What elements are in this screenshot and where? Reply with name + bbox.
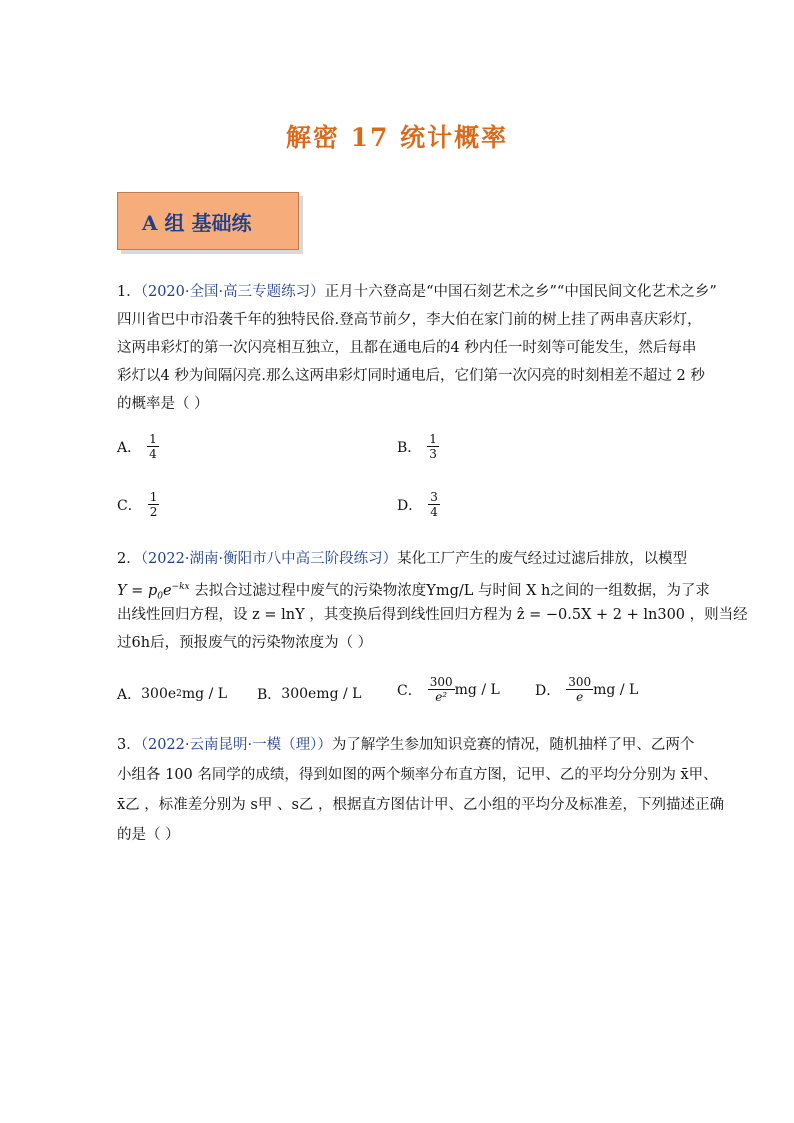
q1-line-4: 彩灯以4 秒为间隔闪亮.那么这两串彩灯同时通电后，它们第一次闪亮的时刻相差不超过 2 秒 (117, 368, 705, 384)
q1-option-d[interactable] (397, 490, 440, 519)
q2-line-3: 出线性回归方程，设 z = lnY ，其变换后得到线性回归方程为 ẑ = −0.5X + 2 + ln300 ，则当经 (117, 607, 748, 623)
q2-model-e: e (162, 582, 172, 599)
q1-option-b-fraction (427, 432, 439, 461)
q1-number: 1． (117, 284, 141, 300)
q2-line-1 (117, 550, 687, 568)
q1-option-c-fraction (148, 490, 160, 519)
q1-option-a-fraction (147, 432, 159, 461)
fraction-numerator: 3 (430, 490, 438, 504)
group-a-heading: A 组 基础练 (117, 192, 299, 250)
q3-line-3: x̄乙 ，标准差分别为 s甲 、s乙 ，根据直方图估计甲、乙小组的平均分及标准差，下列描述正确 (117, 797, 724, 813)
fraction-denominator: 2 (149, 505, 158, 519)
fraction-denominator: e (576, 690, 584, 704)
q2-text-2: 去拟合过滤过程中废气的污染物浓度Ymg/L 与时间 X h之间的一组数据，为了求 (194, 582, 710, 599)
q2-source: （2022·湖南·衡阳市八中高三阶段练习） (140, 551, 398, 567)
q3-source: （2022·云南昆明·一模（理）） (140, 737, 332, 753)
fraction-numerator: 1 (149, 432, 157, 446)
q2-option-a-unit: mg / L (181, 686, 228, 702)
q1-line-3: 这两串彩灯的第一次闪亮相互独立，且都在通电后的4 秒内任一时刻等可能发生，然后每串 (117, 340, 697, 356)
q2-option-b-value: 300emg / L (281, 686, 362, 702)
q2-line-4: 过6h后，预报废气的污染物浓度为（ ） (117, 635, 373, 651)
q1-option-d-fraction (428, 490, 440, 519)
q1-option-b-label: B． (397, 439, 422, 456)
q2-option-d-fraction (566, 675, 593, 704)
q2-model-lhs: Y = p (117, 582, 158, 599)
q1-text-1: 正月十六登高是“中国石刻艺术之乡”“中国民间文化艺术之乡” (324, 284, 717, 300)
q2-number: 2． (117, 551, 141, 567)
fraction-denominator: 4 (149, 447, 157, 461)
q2-option-d-unit: mg / L (593, 681, 639, 698)
q2-option-b-label: B． (257, 687, 282, 703)
q2-option-c-fraction (428, 675, 455, 704)
q2-option-c-unit: mg / L (454, 681, 500, 698)
q3-text-1: 为了解学生参加知识竞赛的情况，随机抽样了甲、乙两个 (331, 737, 695, 753)
q1-line-1 (117, 283, 717, 301)
q1-option-d-label: D． (397, 497, 423, 514)
q2-model-subscript: 0 (157, 591, 163, 602)
fraction-numerator: 300 (568, 675, 592, 689)
q1-option-c-label: C． (117, 497, 142, 514)
q3-line-2: 小组各 100 名同学的成绩，得到如图的两个频率分布直方图，记甲、乙的平均分分别为 x̄甲、 (117, 767, 718, 783)
q2-option-d[interactable] (535, 675, 638, 704)
q2-option-a-exponent: 2 (176, 689, 182, 699)
q2-model-exponent: −kx (171, 582, 190, 592)
q1-line-5: 的概率是（ ） (117, 396, 209, 412)
fraction-denominator: 4 (430, 505, 438, 519)
fraction-denominator: e² (435, 690, 448, 704)
q2-line-2 (117, 578, 710, 606)
fraction-numerator: 1 (149, 490, 158, 504)
q2-option-c-label: C． (397, 682, 422, 699)
q2-option-d-label: D． (535, 682, 561, 699)
q3-line-1 (117, 736, 694, 754)
page-title: 解密 17 统计概率 (285, 123, 509, 152)
q2-option-a-label: A． (117, 687, 142, 703)
q2-option-c[interactable] (397, 675, 500, 704)
q1-source: （2020·全国·高三专题练习） (140, 284, 325, 300)
q3-line-4: 的是（ ） (117, 827, 180, 843)
fraction-denominator: 3 (429, 447, 437, 461)
q1-option-a[interactable] (117, 432, 159, 461)
fraction-numerator: 300 (429, 675, 453, 689)
q1-option-b[interactable] (397, 432, 439, 461)
q1-option-a-label: A． (117, 439, 142, 456)
q2-text-1: 某化工厂产生的废气经过过滤后排放，以模型 (397, 551, 688, 567)
q1-option-c[interactable] (117, 490, 159, 519)
q2-option-a-value: 300e (141, 686, 177, 702)
q2-option-a[interactable] (117, 684, 227, 704)
q3-number: 3． (117, 737, 141, 753)
q1-line-2: 四川省巴中市沿袭千年的独特民俗.登高节前夕，李大伯在家门前的树上挂了两串喜庆彩灯， (117, 312, 702, 328)
fraction-numerator: 1 (429, 432, 437, 446)
q2-option-b[interactable] (257, 684, 361, 704)
